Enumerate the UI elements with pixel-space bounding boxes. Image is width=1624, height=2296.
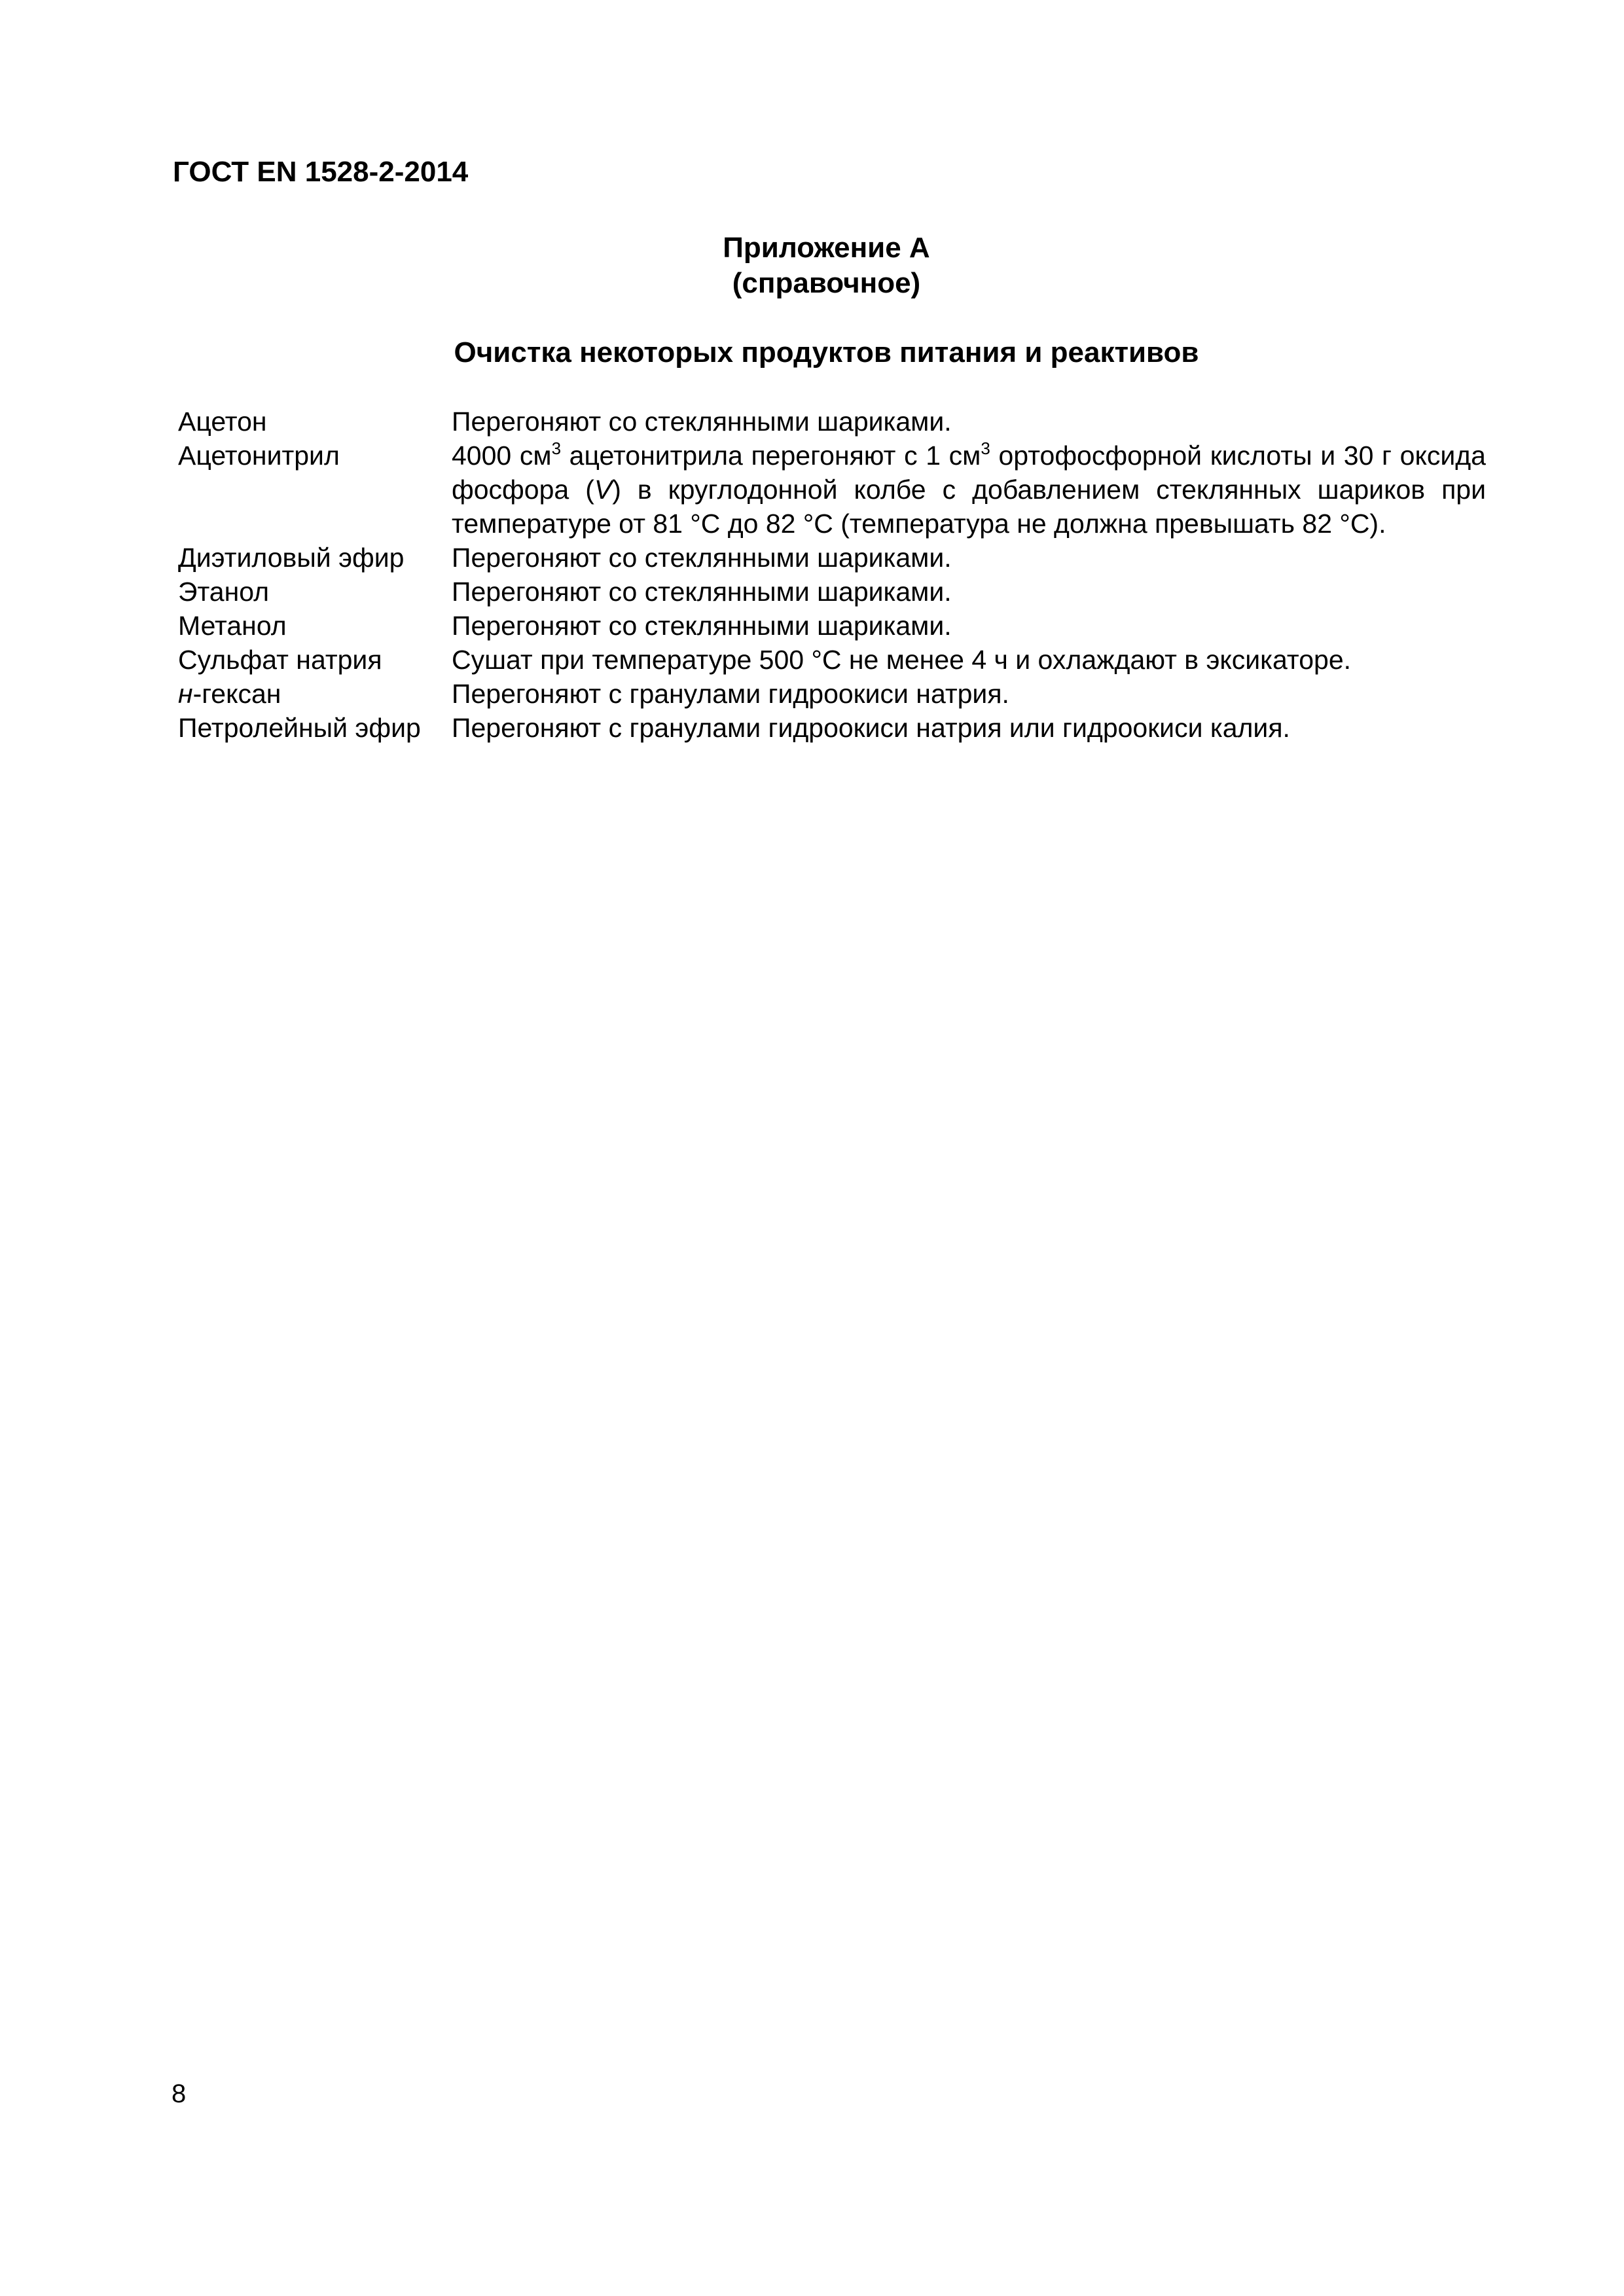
document-code: ГОСТ EN 1528-2-2014 bbox=[173, 156, 469, 188]
method-text: ортофосфорной кислоты и 30 г оксида фосфора ( bbox=[452, 440, 1486, 505]
reagent-name-rest: -гексан bbox=[192, 679, 281, 709]
annex-title-block bbox=[173, 230, 1480, 370]
reagent-name bbox=[178, 677, 452, 711]
table-row bbox=[178, 711, 1486, 745]
superscript-exponent: 3 bbox=[981, 439, 990, 458]
reagent-method: Перегоняют со стеклянными шариками. bbox=[452, 611, 952, 641]
reagent-name: Этанол bbox=[178, 577, 270, 607]
table-row bbox=[178, 541, 1486, 575]
reagent-name: Метанол bbox=[178, 611, 287, 641]
table-row bbox=[178, 609, 1486, 643]
table-row bbox=[178, 404, 1486, 439]
method-text: 4000 см bbox=[452, 440, 552, 471]
table-row bbox=[178, 575, 1486, 609]
table-row bbox=[178, 677, 1486, 711]
reagent-method bbox=[452, 439, 1486, 541]
page-number: 8 bbox=[171, 2079, 187, 2108]
superscript-exponent: 3 bbox=[551, 439, 562, 458]
reagent-name: Петролейный эфир bbox=[178, 713, 421, 743]
annex-heading: Очистка некоторых продуктов питания и реактивов bbox=[454, 336, 1199, 368]
table-row bbox=[178, 643, 1486, 677]
table-row bbox=[178, 439, 1486, 541]
oxidation-state: V bbox=[594, 475, 613, 505]
annex-title: Приложение А bbox=[723, 232, 930, 264]
reagent-name: Сульфат натрия bbox=[178, 645, 382, 675]
reagent-method: Перегоняют с гранулами гидроокиси натрия или гидроокиси калия. bbox=[452, 713, 1290, 743]
reagent-method: Перегоняют со стеклянными шариками. bbox=[452, 406, 952, 437]
method-text: ) в круглодонной колбе с добавлением стеклянных шариков при температуре от 81 °С до 82 °С (температура не должна превышать 82 °С). bbox=[452, 475, 1486, 539]
reagent-purification-table bbox=[178, 404, 1486, 745]
annex-status: (справочное) bbox=[732, 267, 921, 299]
reagent-name: Диэтиловый эфир bbox=[178, 543, 405, 573]
reagent-name: Ацетон bbox=[178, 406, 267, 437]
reagent-method: Перегоняют со стеклянными шариками. bbox=[452, 577, 952, 607]
reagent-name-prefix: н bbox=[178, 679, 193, 709]
reagent-method: Перегоняют со стеклянными шариками. bbox=[452, 543, 952, 573]
method-text: ацетонитрила перегоняют с 1 см bbox=[561, 440, 981, 471]
reagent-method: Перегоняют с гранулами гидроокиси натрия. bbox=[452, 679, 1009, 709]
reagent-name: Ацетонитрил bbox=[178, 440, 340, 471]
reagent-method: Сушат при температуре 500 °С не менее 4 ч и охлаждают в эксикаторе. bbox=[452, 645, 1352, 675]
